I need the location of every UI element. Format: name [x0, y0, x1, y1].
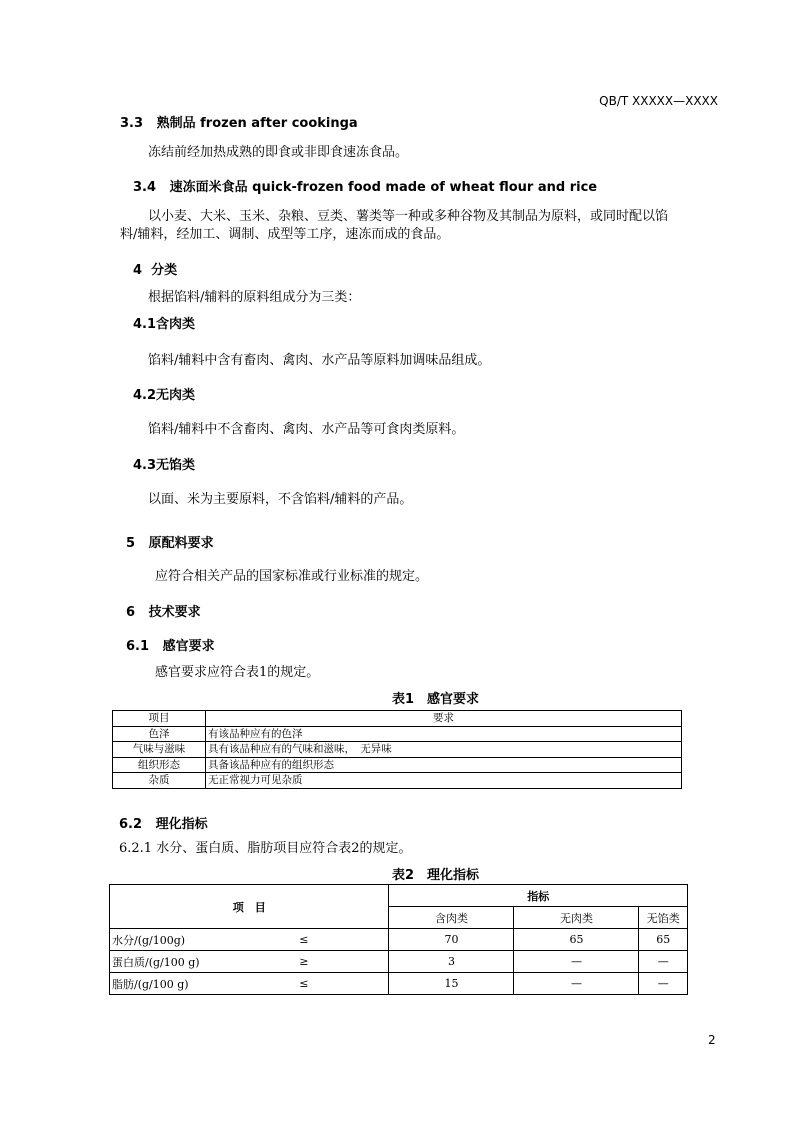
- section-5-heading: [126, 532, 214, 551]
- section-6-heading: [126, 601, 201, 620]
- table-header-row: [110, 885, 688, 907]
- section-title: 理化指标: [155, 817, 208, 832]
- section-number: 5: [126, 536, 136, 551]
- table-cell: 杂质: [113, 773, 206, 789]
- section-6-1-body: 感官要求应符合表1的规定。: [155, 665, 320, 680]
- table-row: [113, 773, 682, 789]
- section-6-2-heading: [119, 813, 208, 832]
- section-title: 原配料要求: [148, 536, 214, 551]
- section-number: 6.2: [119, 817, 143, 832]
- table-row: [110, 973, 688, 995]
- section-3-4-body-line2: 料/辅料，经加工、调制、成型等工序，速冻而成的食品。: [120, 227, 450, 242]
- table-header-cell: 要求: [206, 711, 682, 727]
- table-cell: 70: [389, 929, 514, 951]
- table-cell: 有该品种应有的色泽: [206, 726, 682, 742]
- table-cell: 65: [639, 929, 688, 951]
- table-header-cell: 指标: [389, 885, 688, 907]
- table-row: [113, 742, 682, 758]
- table-header-cell: 含肉类: [389, 907, 514, 929]
- section-title: 熟制品 frozen after cookinga: [156, 116, 358, 131]
- table1: [112, 710, 682, 789]
- table-cell: —: [514, 951, 639, 973]
- table-header-cell: 项 目: [110, 885, 389, 929]
- table-header-cell: 无肉类: [514, 907, 639, 929]
- section-3-4-body-line1: 以小麦、大米、玉米、杂粮、豆类、薯类等一种或多种谷物及其制品为原料，或同时配以馅: [148, 209, 669, 224]
- section-4-1-heading: 4.1含肉类: [133, 317, 196, 332]
- table-cell: 蛋白质/(g/100 g): [110, 951, 250, 973]
- table-cell: 65: [514, 929, 639, 951]
- table-cell: ≥: [250, 951, 389, 973]
- table-row: [113, 757, 682, 773]
- table-cell: —: [639, 973, 688, 995]
- table1-caption: 表1 感官要求: [392, 692, 480, 707]
- table2-caption: 表2 理化指标: [392, 868, 480, 883]
- table-cell: ≤: [250, 929, 389, 951]
- table-cell: ≤: [250, 973, 389, 995]
- section-3-3-heading: [120, 112, 358, 131]
- section-3-3-body: 冻结前经加热成熟的即食或非即食速冻食品。: [148, 145, 409, 160]
- table-row: [113, 726, 682, 742]
- table-cell: 脂肪/(g/100 g): [110, 973, 250, 995]
- table-cell: —: [514, 973, 639, 995]
- section-title: 技术要求: [148, 605, 201, 620]
- section-6-1-heading: [126, 635, 215, 654]
- section-number: 6: [126, 605, 136, 620]
- section-number: 3.3: [120, 116, 144, 131]
- table-cell: 无正常视力可见杂质: [206, 773, 682, 789]
- table-cell: 具备该品种应有的组织形态: [206, 757, 682, 773]
- table-row: [110, 951, 688, 973]
- table-cell: 3: [389, 951, 514, 973]
- section-3-4-heading: [133, 176, 597, 195]
- table2: [109, 884, 688, 995]
- section-5-body: 应符合相关产品的国家标准或行业标准的规定。: [155, 569, 429, 584]
- table-cell: 气味与滋味: [113, 742, 206, 758]
- table-cell: 水分/(g/100g): [110, 929, 250, 951]
- table-header-cell: 无馅类: [639, 907, 688, 929]
- table-cell: 组织形态: [113, 757, 206, 773]
- section-number: 6.1: [126, 639, 150, 654]
- standard-code: QB/T XXXXX—XXXX: [599, 94, 718, 108]
- table-cell: 色泽: [113, 726, 206, 742]
- section-4-body: 根据馅料/辅料的原料组成分为三类：: [148, 290, 361, 305]
- section-4-2-body: 馅料/辅料中不含畜肉、禽肉、水产品等可食肉类原料。: [148, 422, 465, 437]
- table-cell: 具有该品种应有的气味和滋味， 无异味: [206, 742, 682, 758]
- table-cell: —: [639, 951, 688, 973]
- table-cell: 15: [389, 973, 514, 995]
- section-title: 速冻面米食品 quick-frozen food made of wheat flour and rice: [169, 180, 598, 195]
- section-6-2-1-body: 6.2.1 水分、蛋白质、脂肪项目应符合表2的规定。: [119, 841, 412, 856]
- table-header-cell: 项目: [113, 711, 206, 727]
- section-title: 感官要求: [162, 639, 215, 654]
- section-number: 3.4: [133, 180, 157, 195]
- section-number: 4: [133, 263, 143, 278]
- section-4-3-heading: 4.3无馅类: [133, 458, 196, 473]
- table-header-row: [113, 711, 682, 727]
- table-row: [110, 929, 688, 951]
- page-number: 2: [708, 1033, 716, 1047]
- section-4-1-body: 馅料/辅料中含有畜肉、禽肉、水产品等原料加调味品组成。: [148, 353, 491, 368]
- section-title: 分类: [151, 263, 178, 278]
- section-4-heading: [133, 259, 177, 278]
- section-4-3-body: 以面、米为主要原料，不含馅料/辅料的产品。: [148, 492, 413, 507]
- section-4-2-heading: 4.2无肉类: [133, 388, 196, 403]
